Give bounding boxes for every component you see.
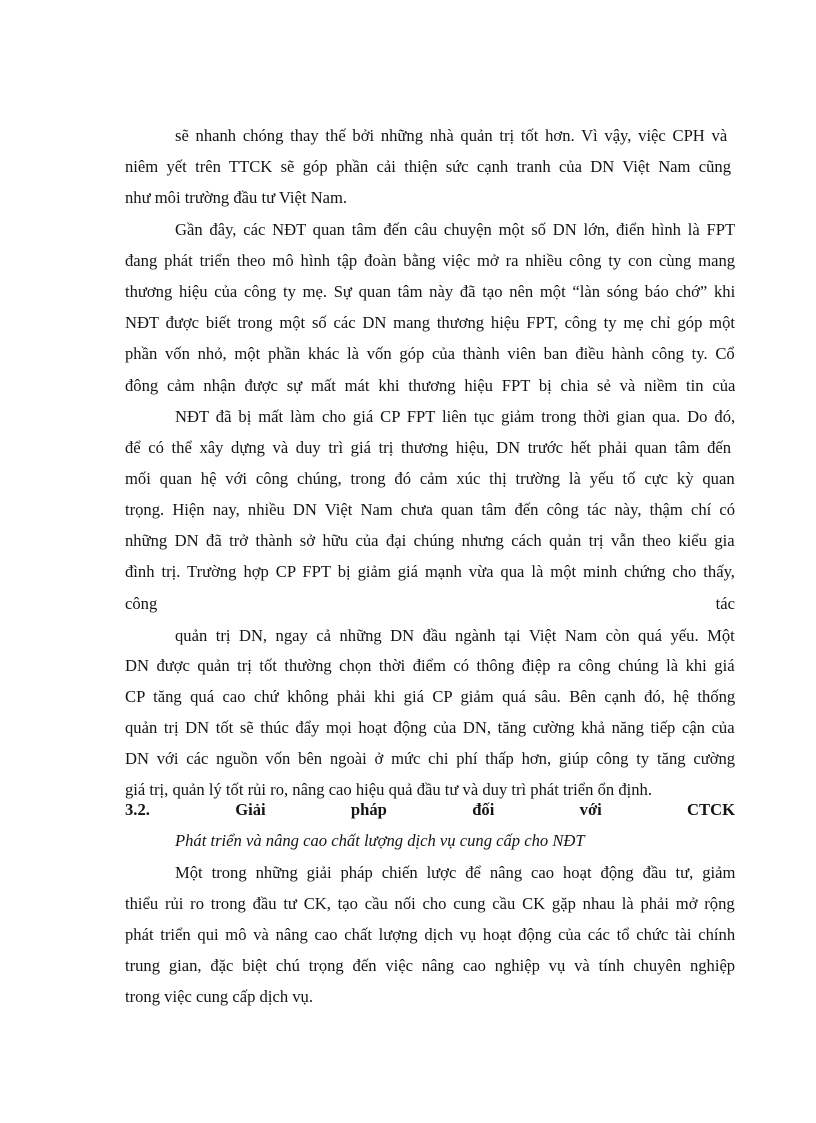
text-line: sẽ nhanh chóng thay thế bởi những nhà quản trị tốt hơn. Vì vậy, việc CPH và (175, 126, 728, 145)
text-line: NĐT được biết trong một số các DN mang thương hiệu FPT, công ty mẹ chỉ góp một (125, 313, 735, 332)
text-line: những DN đã trở thành sở hữu của đại chúng nhưng cách quản trị vẫn theo kiểu gia (125, 531, 735, 550)
text-line: quản trị DN tốt sẽ thúc đẩy mọi hoạt động của DN, tăng cường khả năng tiếp cận của (125, 718, 735, 737)
text-line: để có thể xây dựng và duy trì giá trị thương hiệu, DN trước hết phải quan tâm đến (125, 438, 732, 457)
text-line: DN với các nguồn vốn bên ngoài ở mức chi phí thấp hơn, giúp công ty tăng cường (125, 749, 736, 768)
heading-word: Giải (235, 800, 266, 819)
text-line: Một trong những giải pháp chiến lược để nâng cao hoạt động đầu tư, giảm (175, 863, 736, 882)
subheading: Phát triển và nâng cao chất lượng dịch vụ cung cấp cho NĐT (175, 831, 585, 850)
heading-word: pháp (350, 800, 387, 819)
text-line: DN được quản trị tốt thường chọn thời điểm có thông điệp ra công chúng là khi giá (125, 656, 735, 675)
text-line: như môi trường đầu tư Việt Nam. (125, 188, 348, 207)
heading-word: với (579, 800, 602, 819)
split-line (125, 594, 735, 614)
text-line: phát triển qui mô và nâng cao chất lượng dịch vụ hoạt động của các tổ chức tài chính (125, 925, 736, 944)
split-line-right: tác (715, 594, 735, 613)
text-line: niêm yết trên TTCK sẽ góp phần cải thiện sức cạnh tranh của DN Việt Nam cũng (125, 157, 732, 176)
text-line: thiểu rủi ro trong đầu tư CK, tạo cầu nối cho cung cầu CK gặp nhau là phải mở rộng (125, 894, 735, 913)
text-line: phần vốn nhỏ, một phần khác là vốn góp của thành viên ban điều hành công ty. Cổ (125, 344, 735, 363)
text-line: đang phát triển theo mô hình tập đoàn bằng việc mở ra nhiều công ty con cùng mang (125, 251, 736, 270)
text-line: đình trị. Trường hợp CP FPT bị giảm giá mạnh vừa qua là một minh chứng cho thấy, (125, 562, 735, 581)
text-line: mối quan hệ với công chúng, trong đó cảm xúc thị trường là yếu tố cực kỳ quan (125, 469, 735, 488)
text-line: thương hiệu của công ty mẹ. Sự quan tâm này đã tạo nên một “làn sóng báo chớ” khi (125, 282, 736, 301)
section-heading (125, 800, 735, 820)
heading-number: 3.2. (125, 800, 150, 819)
text-line: trọng. Hiện nay, nhiều DN Việt Nam chưa quan tâm đến công tác này, thậm chí có (125, 500, 736, 519)
heading-word: đối (472, 800, 495, 819)
split-line-left: công (125, 594, 158, 613)
text-line: quản trị DN, ngay cả những DN đầu ngành tại Việt Nam còn quá yếu. Một (175, 626, 735, 645)
heading-word: CTCK (687, 800, 735, 819)
text-line: NĐT đã bị mất làm cho giá CP FPT liên tục giảm trong thời gian qua. Do đó, (175, 407, 736, 426)
text-line: CP tăng quá cao chứ không phải khi giá CP giảm quá sâu. Bên cạnh đó, hệ thống (125, 687, 736, 706)
text-line: đông cảm nhận được sự mất mát khi thương hiệu FPT bị chia sẻ và niềm tin của (125, 376, 736, 395)
text-line: trung gian, đặc biệt chú trọng đến việc nâng cao nghiệp vụ và tính chuyên nghiệp (125, 956, 736, 975)
text-line: trong việc cung cấp dịch vụ. (125, 987, 314, 1006)
text-line: Gần đây, các NĐT quan tâm đến câu chuyện một số DN lớn, điển hình là FPT (175, 220, 736, 239)
text-line: giá trị, quản lý tốt rủi ro, nâng cao hiệu quả đầu tư và duy trì phát triển ổn định. (125, 780, 652, 799)
